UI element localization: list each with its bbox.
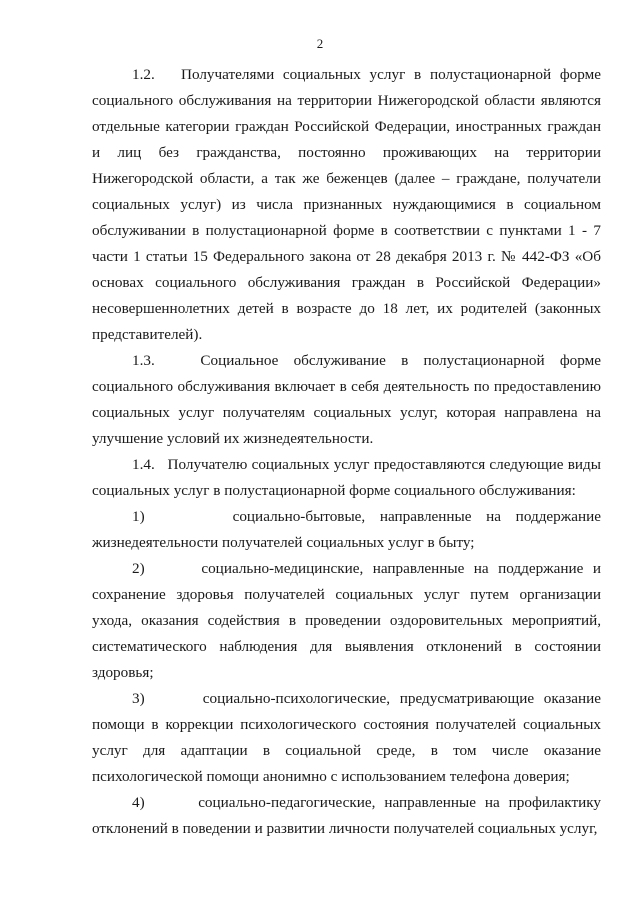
list-item-1: 1) социально-бытовые, направленные на поддержание жизнедеятельности получателей социальных услуг в быту;: [92, 508, 601, 551]
list-item-2: 2) социально-медицинские, направленные на поддержание и сохранение здоровья получателей социальных услуг путем организации ухода, оказания содействия в проведении оздоровительных мероприятий, систематического наблюдения для выявления отклонений в состоянии здоровья;: [92, 560, 601, 681]
paragraph-1-4: 1.4. Получателю социальных услуг предоставляются следующие виды социальных услуг в полустационарной форме социального обслуживания:: [92, 456, 601, 499]
list-item-4: 4) социально-педагогические, направленные на профилактику отклонений в поведении и развитии личности получателей социальных услуг,: [92, 794, 601, 837]
list-item-3: 3) социально-психологические, предусматривающие оказание помощи в коррекции психологического состояния получателей социальных услуг для адаптации в социальной среде, в том числе оказание психологической помощи анонимно с использованием телефона доверия;: [92, 690, 601, 785]
body-text: [92, 62, 601, 842]
paragraph-1-3: 1.3. Социальное обслуживание в полустационарной форме социального обслуживания включает в себя деятельность по предоставлению социальных услуг получателям социальных услуг, которая направлена на улучшение условий их жизнедеятельности.: [92, 352, 601, 447]
page-number: 2: [316, 36, 324, 51]
paragraph-1-2: 1.2. Получателями социальных услуг в полустационарной форме социального обслуживания на территории Нижегородской области являются отдельные категории граждан Российской Федерации, иностранных граждан и лиц без гражданства, постоянно проживающих на территории Нижегородской области, а так же беженцев (далее – граждане, получатели социальных услуг) из числа признанных нуждающимися в социальном обслуживании в полустационарной форме в соответствии с пунктами 1 - 7 части 1 статьи 15 Федерального закона от 28 декабря 2013 г. № 442-ФЗ «Об основах социального обслуживания граждан в Российской Федерации» несовершеннолетних детей в возрасте до 18 лет, их родителей (законных представителей).: [92, 66, 601, 343]
